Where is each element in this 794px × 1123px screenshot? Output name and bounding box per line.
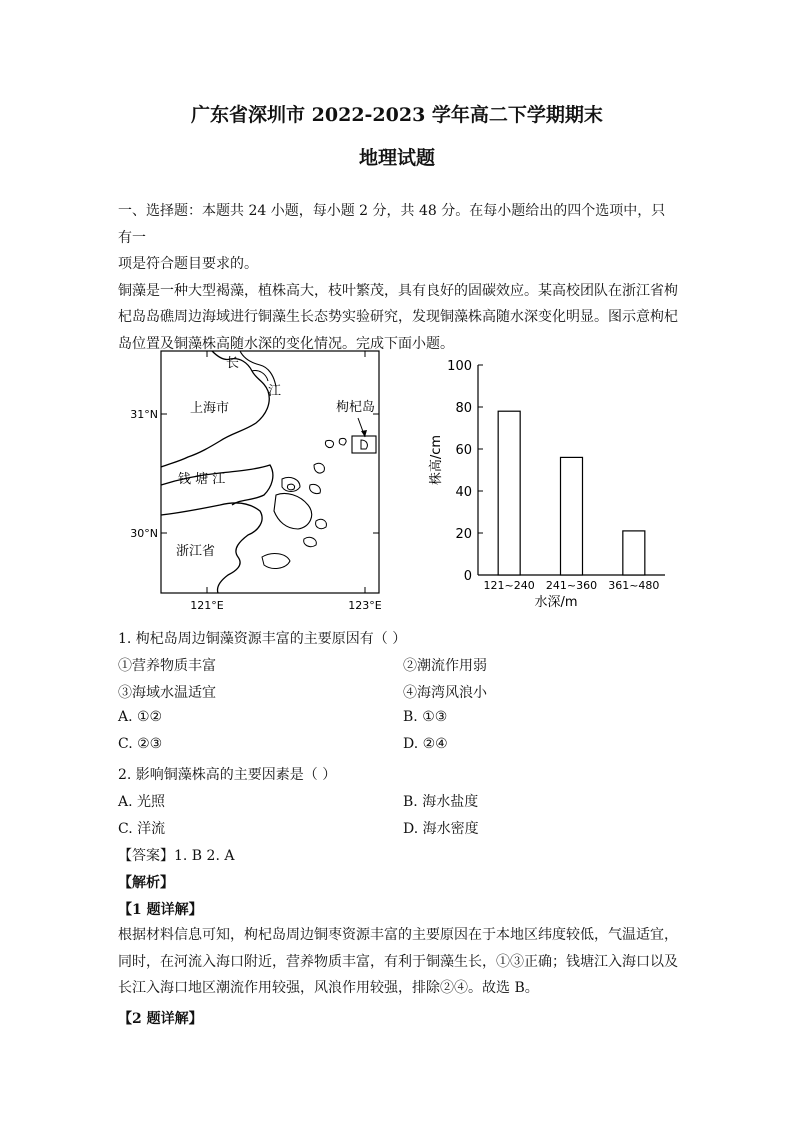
q2-option-d: D. 海水密度 [403, 821, 479, 837]
q1-detail-line-3: 长江入海口地区潮流作用较强，风浪作用较强，排除②④。故选 B。 [118, 980, 539, 996]
island [287, 484, 294, 490]
location-map [130, 345, 400, 615]
q1-detail [118, 922, 678, 1002]
gouqi-island-box [352, 436, 376, 453]
label-zhejiang: 浙江省 [176, 544, 216, 559]
x-tick-label: 241~360 [545, 579, 598, 592]
page-title: 广东省深圳市 2022-2023 学年高二下学期期末 [191, 104, 603, 126]
q1-item-3: ③海域水温适宜 [118, 685, 216, 701]
material-line-1: 铜藻是一种大型褐藻，植株高大，枝叶繁茂，具有良好的固碳效应。某高校团队在浙江省枸 [118, 282, 678, 299]
island [310, 484, 321, 493]
q1-stem: 1. 枸杞岛周边铜藻资源丰富的主要原因有（ ） [118, 631, 407, 647]
q1-detail-label: 【1 题详解】 [118, 902, 203, 918]
instructions [118, 198, 678, 357]
label-chang: 长 [226, 356, 240, 371]
q2-detail-label: 【2 题详解】 [118, 1011, 203, 1027]
label-lat30: 30°N [130, 527, 158, 540]
answer-line: 【答案】1. B 2. A [118, 848, 235, 864]
q2-option-c: C. 洋流 [118, 821, 166, 837]
q2-option-b: B. 海水盐度 [403, 794, 479, 810]
y-tick-label: 100 [447, 359, 472, 374]
island [262, 554, 290, 569]
island-zhoushan [274, 493, 312, 529]
x-tick-labels [484, 579, 660, 592]
q1-item-2: ②潮流作用弱 [403, 658, 487, 674]
y-tick-label: 0 [463, 569, 472, 584]
y-axis-label: 株高/cm [429, 434, 444, 486]
q2-option-a: A. 光照 [118, 794, 166, 810]
q1-option-a: A. ①② [118, 709, 163, 725]
label-jiang: 江 [268, 384, 282, 399]
y-tick-label: 40 [455, 485, 472, 500]
island [314, 463, 324, 473]
bars [498, 411, 645, 575]
q1-option-d: D. ②④ [403, 736, 448, 752]
x-axis-label: 水深/m [534, 595, 578, 610]
gouqi-island-shape [361, 440, 367, 449]
island [316, 519, 327, 528]
q2-stem: 2. 影响铜藻株高的主要因素是（ ） [118, 767, 337, 783]
page-subtitle: 地理试题 [358, 147, 435, 169]
material-line-2: 杞岛岛礁周边海域进行铜藻生长态势实验研究，发现铜藻株高随水深变化明显。图示意枸杞 [118, 309, 678, 325]
analysis-label: 【解析】 [118, 875, 174, 891]
instruction-line-2: 项是符合题目要求的。 [118, 256, 258, 272]
q1-item-4: ④海湾风浪小 [403, 685, 487, 701]
q1-option-b: B. ①③ [403, 709, 448, 725]
bar-1 [498, 411, 520, 575]
bar-3 [623, 531, 645, 575]
label-lon121: 121°E [190, 599, 224, 612]
x-tick-label: 121~240 [483, 579, 535, 592]
q1-option-c: C. ②③ [118, 736, 163, 752]
x-tick-label: 361~480 [608, 579, 660, 592]
q1-detail-line-2: 同时，在河流入海口附近，营养物质丰富，有利于铜藻生长，①③正确；钱塘江入海口以及 [118, 953, 678, 970]
y-tick-label: 60 [455, 443, 472, 458]
label-lat31: 31°N [130, 408, 158, 421]
y-tick-label: 80 [455, 401, 472, 416]
label-gouqi: 枸杞岛 [336, 400, 376, 415]
q1-item-1: ①营养物质丰富 [118, 658, 216, 674]
height-depth-chart [420, 350, 680, 615]
label-lon123: 123°E [348, 599, 382, 612]
label-shanghai: 上海市 [190, 401, 230, 416]
island [339, 438, 346, 445]
y-tick-label: 20 [455, 527, 472, 542]
bar-2 [561, 457, 583, 575]
island [304, 537, 317, 546]
island [325, 440, 333, 447]
label-qiantang: 钱 塘 江 [178, 472, 226, 487]
yangtze-bank [240, 351, 276, 387]
material-line-3: 岛位置及铜藻株高随水深的变化情况。完成下面小题。 [118, 335, 454, 352]
instruction-line-1: 一、选择题：本题共 24 小题，每小题 2 分，共 48 分。在每小题给出的四个选项中，只有一 [118, 203, 666, 246]
q1-detail-line-1: 根据材料信息可知，枸杞岛周边铜枣资源丰富的主要原因在于本地区纬度较低，气温适宜， [118, 927, 678, 943]
